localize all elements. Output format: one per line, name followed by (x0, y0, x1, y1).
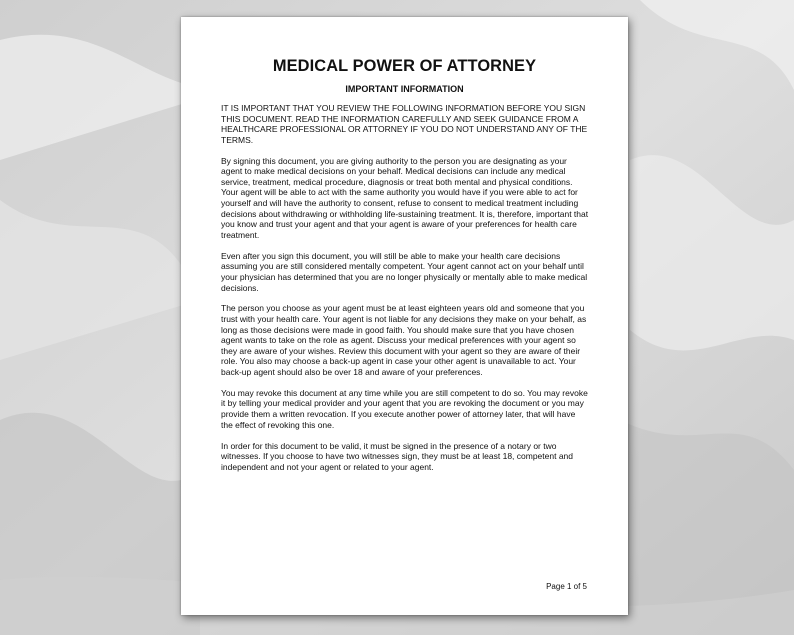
document-subtitle: IMPORTANT INFORMATION (345, 84, 464, 94)
paragraph-competence: Even after you sign this document, you will still be able to make your health care decisions assuming you are still considered mentally competent. Your agent cannot act on your behalf until your physician has determined that you are no longer physically or mentally able to make medical decisions. (221, 250, 588, 293)
paragraph-choosing-agent: The person you choose as your agent must be at least eighteen years old and someone that you trust with your health care. Your agent is not liable for any decisions they make on your behalf, as long as those decisions were made in good faith. You should make sure that you have chosen agent wants to take on the role as agent. Discuss your medical preferences with your agent so they are aware of your wishes. Review this document with your agent so they are aware of their role. You also may choose a back-up agent in case your other agent is unavailable to act. Your back-up agent should also be over 18 and aware of your preferences. (221, 303, 587, 377)
paragraph-agent-authority: By signing this document, you are giving authority to the person you are designating as your agent to make medical decisions on your behalf. Medical decisions can include any medical service, treatment, medical procedure, diagnosis or treat both mental and physical conditions. Your agent will be able to act with the same authority you would have if you were able to act for yourself and will have the authority to consent, refuse to consent to medical treatment including decisions about withdrawing or withholding life-sustaining treatment. It is, therefore, important that you know and trust your agent and that your agent is aware of your preferences for health care treatment. (221, 155, 589, 240)
document-page (181, 17, 628, 615)
paragraph-important-notice: IT IS IMPORTANT THAT YOU REVIEW THE FOLLOWING INFORMATION BEFORE YOU SIGN THIS DOCUMENT. READ THE INFORMATION CAREFULLY AND SEEK GUIDANCE FROM A HEALTHCARE PROFESSIONAL OR ATTORNEY IF YOU DO NOT UNDERSTAND ANY OF THE TERMS. (221, 103, 588, 145)
paragraph-revocation: You may revoke this document at any time while you are still competent to do so. You may revoke it by telling your medical provider and your agent that you are revoking the document or you may provide them a written revocation. If you execute another power of attorney later, that will have the effect of revoking this one. (221, 387, 588, 430)
document-body (221, 103, 589, 483)
paragraph-validity: In order for this document to be valid, it must be signed in the presence of a notary or two witnesses. If you choose to have two witnesses sign, they must be at least 18, competent and independent and not your agent or related to your agent. (221, 440, 573, 472)
document-title: MEDICAL POWER OF ATTORNEY (272, 57, 537, 75)
page-number: Page 1 of 5 (546, 582, 587, 591)
